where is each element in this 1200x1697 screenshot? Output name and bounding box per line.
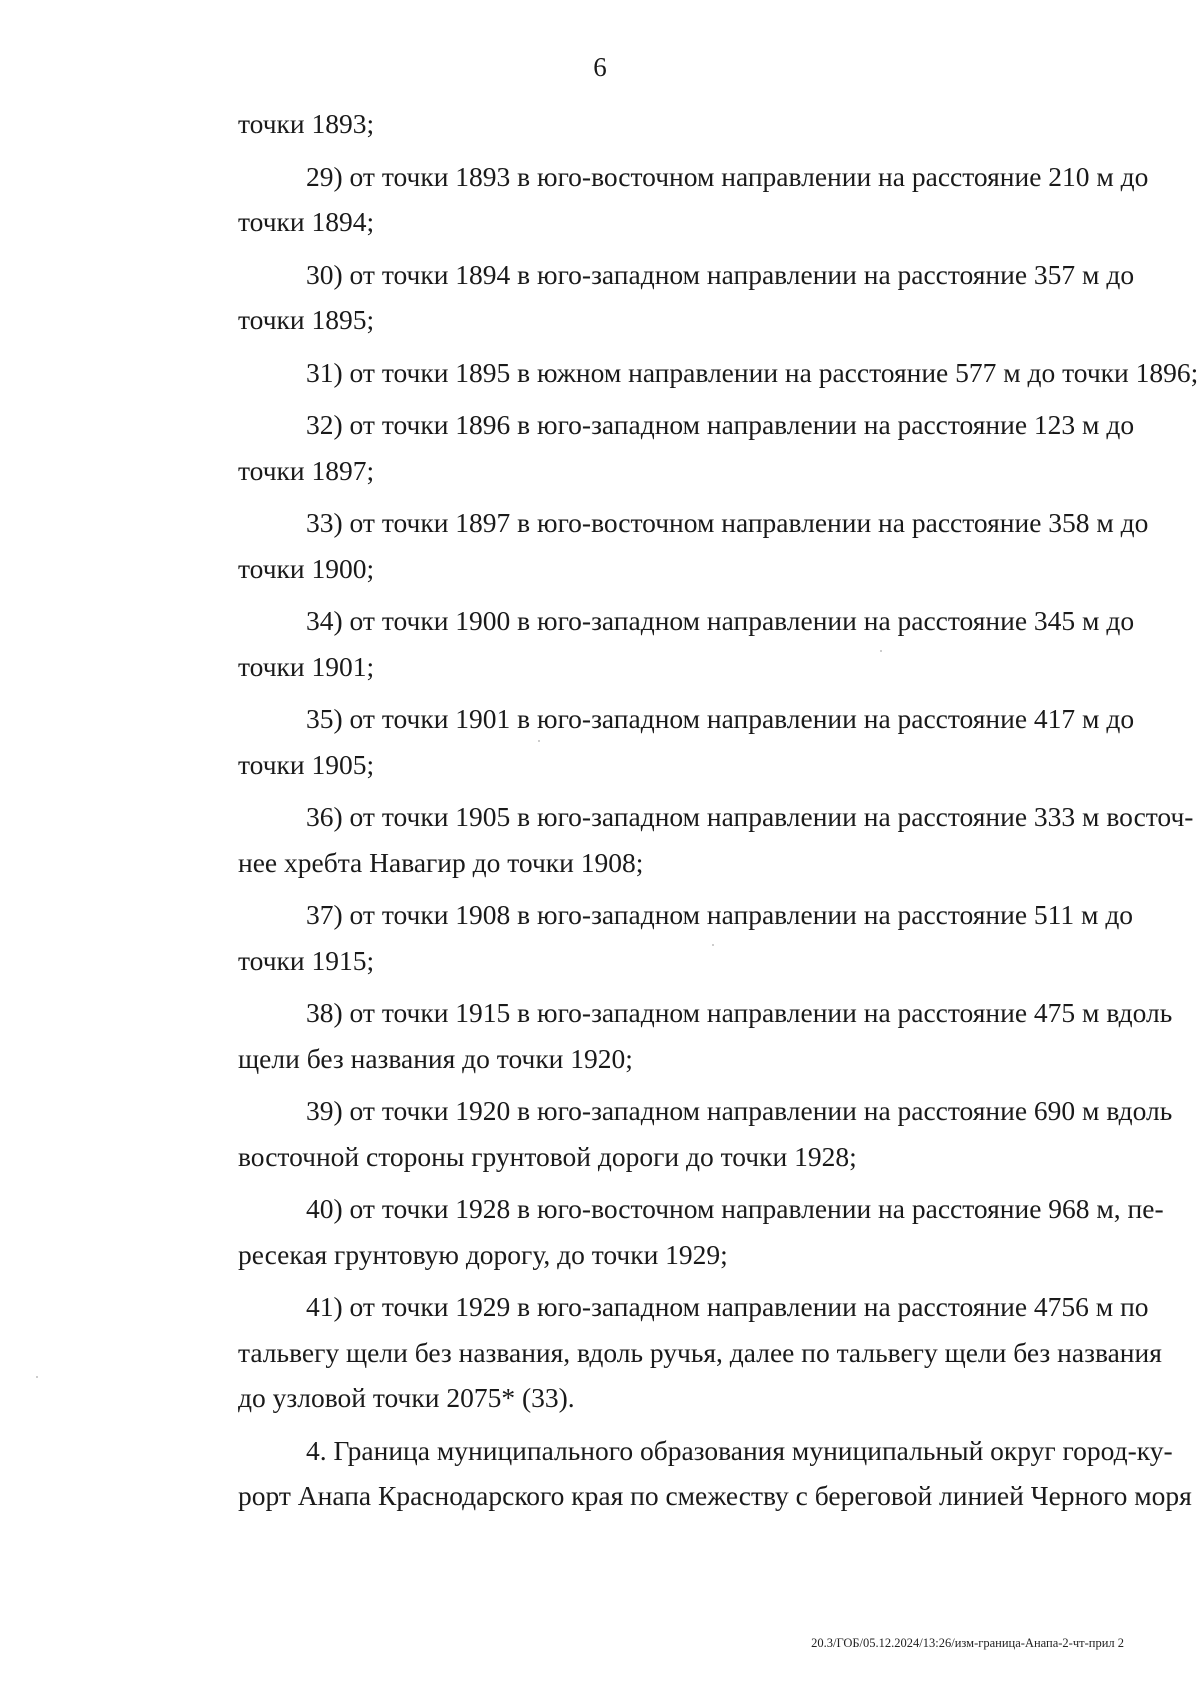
scan-speck [880, 650, 882, 652]
text-line: рорт Анапа Краснодарского края по смежеству с береговой линией Черного моря [238, 1480, 1192, 1511]
text-line: 4. Граница муниципального образования муниципальный округ город-ку- [306, 1434, 1173, 1466]
paragraph-p35 [170, 696, 1135, 787]
text-line: 30) от точки 1894 в юго-западном направлении на расстояние 357 м до [306, 258, 1135, 290]
document-body [170, 101, 1199, 1519]
text-line: до узловой точки 2075* (33). [238, 1382, 575, 1413]
paragraph-p41 [170, 1284, 1162, 1421]
paragraph-gap [170, 395, 1126, 402]
paragraph-p33 [170, 500, 1149, 591]
text-line: тальвегу щели без названия, вдоль ручья, далее по тальвегу щели без названия [238, 1336, 1162, 1368]
text-line: 33) от точки 1897 в юго-восточном направлении на расстояние 358 м до [306, 507, 1149, 538]
paragraph-p30 [170, 252, 1135, 343]
text-line: точки 1915; [238, 944, 375, 976]
scan-speck [538, 740, 540, 742]
paragraph-gap [170, 885, 1126, 892]
paragraph-gap [170, 1081, 1126, 1088]
text-line: точки 1901; [238, 650, 375, 682]
paragraph-gap [170, 1179, 1126, 1186]
text-line: нее хребта Навагир до точки 1908; [238, 846, 644, 878]
paragraph-p32 [170, 402, 1135, 493]
paragraph-p40 [170, 1186, 1164, 1277]
text-line: 35) от точки 1901 в юго-западном направлении на расстояние 417 м до [306, 703, 1135, 734]
paragraph-p31 [170, 350, 1199, 396]
text-line: 31) от точки 1895 в южном направлении на расстояние 577 м до точки 1896; [306, 356, 1199, 388]
text-line: точки 1894; [238, 206, 375, 237]
paragraph-p28-tail [170, 101, 1126, 147]
paragraph-s4 [170, 1428, 1192, 1519]
text-line: ресекая грунтовую дорогу, до точки 1929; [238, 1238, 728, 1270]
scan-speck [36, 1376, 38, 1378]
paragraph-p39 [170, 1088, 1173, 1179]
paragraph-gap [170, 1277, 1126, 1284]
text-line: точки 1900; [238, 552, 375, 584]
paragraph-p29 [170, 154, 1149, 245]
text-line: точки 1893; [238, 108, 375, 139]
paragraph-p37 [170, 892, 1134, 983]
paragraph-gap [170, 983, 1126, 990]
paragraph-gap [170, 493, 1126, 500]
text-line: точки 1897; [238, 454, 375, 486]
text-line: 32) от точки 1896 в юго-западном направлении на расстояние 123 м до [306, 409, 1135, 440]
text-line: 40) от точки 1928 в юго-восточном направлении на расстояние 968 м, пе- [306, 1193, 1164, 1224]
paragraph-gap [170, 591, 1126, 598]
text-line: 29) от точки 1893 в юго-восточном направлении на расстояние 210 м до [306, 160, 1149, 192]
text-line: точки 1905; [238, 748, 375, 780]
text-line: щели без названия до точки 1920; [238, 1042, 633, 1074]
page-number: 6 [593, 52, 607, 82]
text-line: 36) от точки 1905 в юго-западном направлении на расстояние 333 м восточ- [306, 801, 1194, 832]
text-line: восточной стороны грунтовой дороги до точки 1928; [238, 1140, 857, 1172]
paragraph-p36 [170, 794, 1194, 885]
paragraph-gap [170, 245, 1126, 252]
text-line: 38) от точки 1915 в юго-западном направлении на расстояние 475 м вдоль [306, 997, 1173, 1028]
paragraph-gap [170, 1421, 1126, 1428]
paragraph-gap [170, 689, 1126, 696]
scan-speck [712, 944, 714, 946]
paragraph-gap [170, 787, 1126, 794]
text-line: 34) от точки 1900 в юго-западном направлении на расстояние 345 м до [306, 605, 1135, 636]
text-line: 39) от точки 1920 в юго-западном направлении на расстояние 690 м вдоль [306, 1095, 1173, 1126]
text-line: 37) от точки 1908 в юго-западном направлении на расстояние 511 м до [306, 899, 1134, 930]
paragraph-gap [170, 147, 1126, 154]
text-line: точки 1895; [238, 304, 375, 335]
paragraph-p38 [170, 990, 1173, 1081]
paragraph-gap [170, 343, 1126, 350]
paragraph-p34 [170, 598, 1135, 689]
text-line: 41) от точки 1929 в юго-западном направлении на расстояние 4756 м по [306, 1291, 1149, 1322]
document-footer-code: 20.3/ГОБ/05.12.2024/13:26/изм-граница-Анапа-2-чт-прил 2 [811, 1636, 1124, 1650]
